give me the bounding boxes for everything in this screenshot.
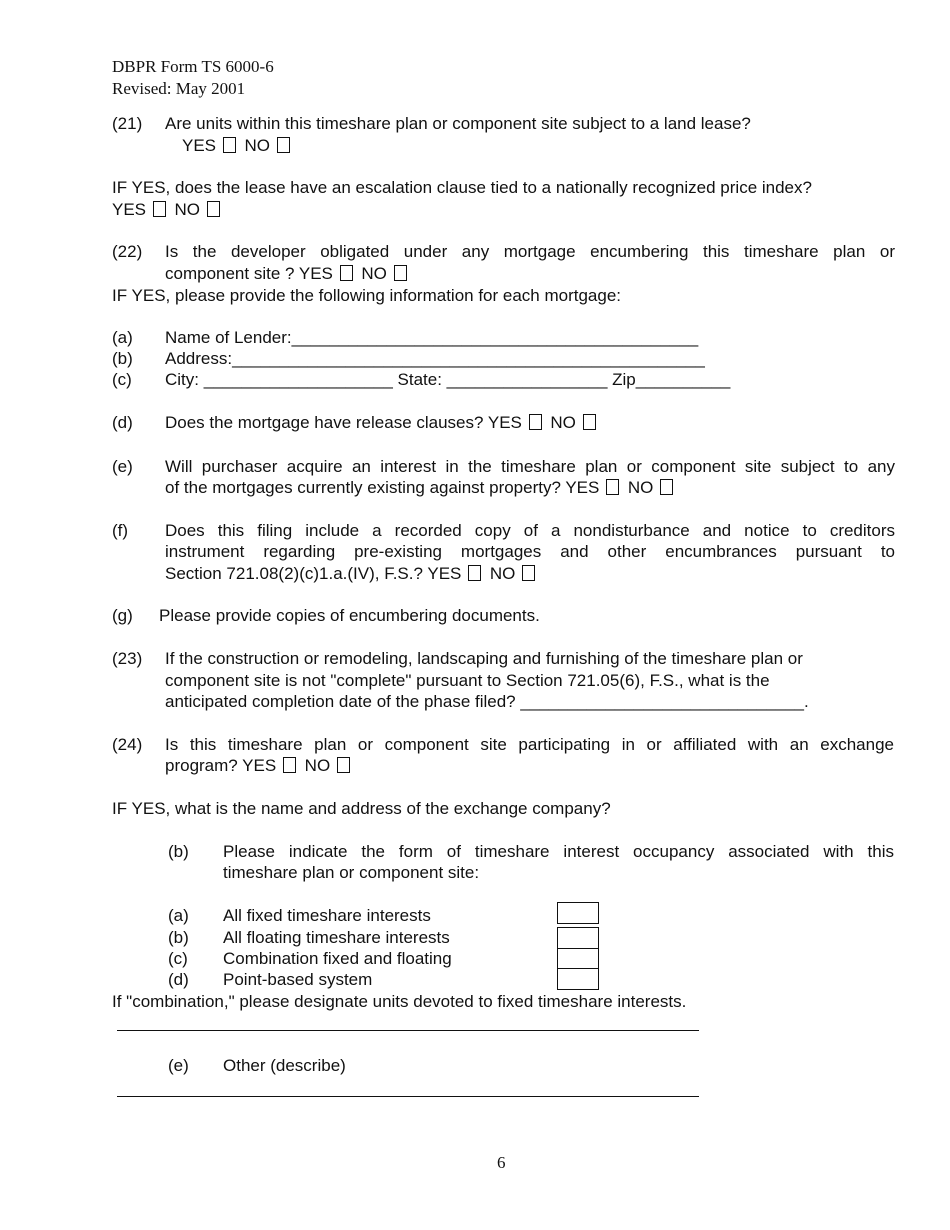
q22b-label: (b) — [112, 349, 133, 368]
q22e-yes-checkbox[interactable] — [606, 479, 619, 495]
option-e-text: Other (describe) — [223, 1056, 346, 1075]
q22-number: (22) — [112, 242, 143, 261]
no-label: NO — [174, 200, 200, 219]
q21-yes-checkbox[interactable] — [223, 137, 236, 153]
q22c-label: (c) — [112, 370, 132, 389]
q22f-line3-wrap — [165, 563, 539, 584]
page-number: 6 — [497, 1153, 506, 1172]
combination-note: If "combination," please designate units devoted to fixed timeshare interests. — [112, 992, 687, 1011]
q24-number: (24) — [112, 735, 143, 754]
q22f-line1: Does this filing include a recorded copy of a nondisturbance and notice to creditors — [165, 521, 895, 540]
option-c-label: (c) — [168, 949, 188, 968]
q21-no-checkbox[interactable] — [277, 137, 290, 153]
q24-yes-checkbox[interactable] — [283, 757, 296, 773]
q22e-line2-wrap — [165, 477, 677, 498]
option-e-label: (e) — [168, 1056, 189, 1075]
other-describe-field[interactable] — [117, 1096, 699, 1097]
q22d-question — [165, 412, 600, 433]
option-d-checkbox[interactable] — [557, 968, 599, 990]
q22d-label: (d) — [112, 413, 133, 432]
yes-label: YES — [182, 136, 217, 155]
q22e-label: (e) — [112, 457, 133, 476]
lender-address-field[interactable]: Address:__________________________________________________ — [165, 349, 705, 368]
q22f-line3: Section 721.08(2)(c)1.a.(IV), F.S.? YES — [165, 564, 462, 583]
q22d-no-checkbox[interactable] — [583, 414, 596, 430]
q22-line2: component site ? YES — [165, 264, 333, 283]
no-label: NO — [361, 264, 387, 283]
q24b-label: (b) — [168, 842, 189, 861]
q22d-text: Does the mortgage have release clauses? YES — [165, 413, 522, 432]
revised-date: Revised: May 2001 — [112, 79, 246, 98]
q22-followup: IF YES, please provide the following information for each mortgage: — [112, 286, 622, 305]
q22f-yes-checkbox[interactable] — [468, 565, 481, 581]
q22g-label: (g) — [112, 606, 133, 625]
completion-date-field[interactable]: anticipated completion date of the phase filed? ______________________________. — [165, 692, 809, 711]
q21-followup: IF YES, does the lease have an escalation clause tied to a nationally recognized price index? — [112, 178, 812, 197]
form-number: DBPR Form TS 6000-6 — [112, 57, 274, 76]
q22g-text: Please provide copies of encumbering documents. — [159, 606, 540, 625]
option-c-checkbox[interactable] — [557, 948, 599, 970]
q24-line1: Is this timeshare plan or component site participating in or affiliated with an exchange — [165, 735, 894, 754]
option-d-label: (d) — [168, 970, 189, 989]
q21-lease-no-checkbox[interactable] — [207, 201, 220, 217]
no-label: NO — [244, 136, 270, 155]
q22-yes-checkbox[interactable] — [340, 265, 353, 281]
q22-line2-wrap — [165, 263, 411, 284]
q24-no-checkbox[interactable] — [337, 757, 350, 773]
q22f-no-checkbox[interactable] — [522, 565, 535, 581]
q24-line2-wrap — [165, 755, 354, 776]
q21-followup-answer — [112, 199, 224, 220]
combination-units-field[interactable] — [117, 1030, 699, 1031]
option-a-checkbox[interactable] — [557, 902, 599, 924]
q22f-label: (f) — [112, 521, 129, 540]
q24b-line1: Please indicate the form of timeshare interest occupancy associated with this — [223, 842, 894, 861]
q21-lease-yes-checkbox[interactable] — [153, 201, 166, 217]
q24-followup: IF YES, what is the name and address of the exchange company? — [112, 799, 611, 818]
option-b-text: All floating timeshare interests — [223, 928, 450, 947]
option-b-checkbox[interactable] — [557, 927, 599, 949]
q22-no-checkbox[interactable] — [394, 265, 407, 281]
no-label: NO — [489, 564, 516, 583]
q24b-line2: timeshare plan or component site: — [223, 863, 480, 882]
no-label: NO — [550, 413, 576, 432]
no-label: NO — [304, 756, 331, 775]
option-a-text: All fixed timeshare interests — [223, 906, 431, 925]
option-d-text: Point-based system — [223, 970, 373, 989]
q23-line1: If the construction or remodeling, landscaping and furnishing of the timeshare plan or — [165, 649, 803, 668]
option-b-label: (b) — [168, 928, 189, 947]
q22a-label: (a) — [112, 328, 133, 347]
q22-line1: Is the developer obligated under any mortgage encumbering this timeshare plan or — [165, 242, 895, 261]
q21-answer — [182, 135, 294, 156]
option-c-text: Combination fixed and floating — [223, 949, 452, 968]
q21-text: Are units within this timeshare plan or component site subject to a land lease? — [165, 114, 751, 133]
q21-number: (21) — [112, 114, 143, 133]
lender-city-state-zip-field[interactable]: City: ____________________ State: _________________ Zip__________ — [165, 370, 731, 389]
option-a-label: (a) — [168, 906, 189, 925]
no-label: NO — [627, 478, 654, 497]
q22d-yes-checkbox[interactable] — [529, 414, 542, 430]
q22e-no-checkbox[interactable] — [660, 479, 673, 495]
q23-number: (23) — [112, 649, 143, 668]
yes-label: YES — [112, 200, 147, 219]
q22f-line2: instrument regarding pre-existing mortgages and other encumbrances pursuant to — [165, 542, 895, 561]
q22e-line1: Will purchaser acquire an interest in the timeshare plan or component site subject to any — [165, 457, 895, 476]
lender-name-field[interactable]: Name of Lender:___________________________________________ — [165, 328, 699, 347]
q23-line2: component site is not "complete" pursuant to Section 721.05(6), F.S., what is the — [165, 671, 770, 690]
q22e-line2: of the mortgages currently existing against property? YES — [165, 478, 600, 497]
q24-line2: program? YES — [165, 756, 277, 775]
